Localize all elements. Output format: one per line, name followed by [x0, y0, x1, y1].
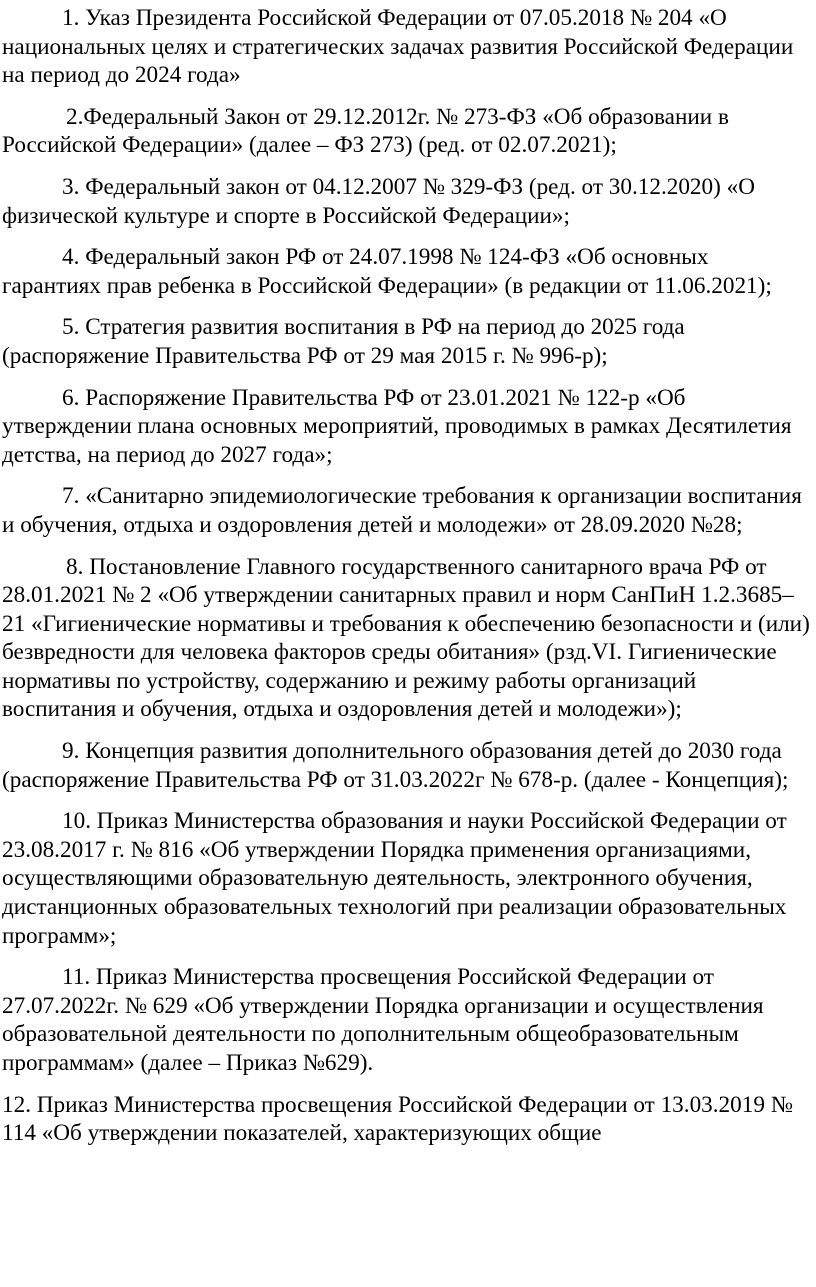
paragraph-7: 7. «Санитарно эпидемиологические требования к организации воспитания и обучения, отдыха и оздоровления детей и молодежи» от 28.09.2020 №28; [2, 483, 802, 538]
paragraph-5: 5. Стратегия развития воспитания в РФ на период до 2025 года (распоряжение Правительства РФ от 29 мая 2015 г. № 996-р); [2, 314, 685, 369]
paragraph-11: 11. Приказ Министерства просвещения Российской Федерации от 27.07.2022г. № 629 «Об утверждении Порядка организации и осуществления образовательной деятельности по дополнительным общеобразовательным программам» (далее – Приказ №629). [2, 964, 764, 1076]
paragraph-2: 2.Федеральный Закон от 29.12.2012г. № 273-ФЗ «Об образовании в Российской Федерации» (далее – ФЗ 273) (ред. от 02.07.2021); [2, 103, 729, 159]
paragraph-10: 10. Приказ Министерства образования и науки Российской Федерации от 23.08.2017 г. № 816 «Об утверждении Порядка применения организациями, осуществляющими образовательную деятельность, электронного обучения, дистанционных образовательных технологий при реализации образовательных программ»; [2, 808, 787, 949]
paragraph-12: 12. Приказ Министерства просвещения Российской Федерации от 13.03.2019 № 114 «Об утверждении показателей, характеризующих общие [2, 1091, 793, 1147]
paragraph-1: 1. Указ Президента Российской Федерации от 07.05.2018 № 204 «О национальных целях и стратегических задачах развития Российской Федерации на период до 2024 года» [2, 5, 794, 89]
paragraph-9: 9. Концепция развития дополнительного образования детей до 2030 года (распоряжение Правительства РФ от 31.03.2022г № 678-р. (далее - Концепция); [2, 738, 789, 793]
paragraph-4: 4. Федеральный закон РФ от 24.07.1998 № 124-ФЗ «Об основных гарантиях прав ребенка в Российской Федерации» (в редакции от 11.06.2021); [2, 244, 772, 299]
paragraph-6: 6. Распоряжение Правительства РФ от 23.01.2021 № 122-р «Об утверждении плана основных мероприятий, проводимых в рамках Десятилетия детства, на период до 2027 года»; [2, 384, 792, 468]
paragraph-3: 3. Федеральный закон от 04.12.2007 № 329-ФЗ (ред. от 30.12.2020) «О физической культуре и спорте в Российской Федерации»; [2, 173, 755, 229]
paragraph-8: 8. Постановление Главного государственного санитарного врача РФ от 28.01.2021 № 2 «Об утверждении санитарных правил и норм СанПиН 1.2.3685–21 «Гигиенические нормативы и требования к обеспечению безопасности и (или) безвредности для человека факторов среды обитания» (рзд.VI. Гигиенические нормативы по устройству, содержанию и режиму работы организаций воспитания и обучения, отдыха и оздоровления детей и молодежи»); [2, 553, 810, 723]
